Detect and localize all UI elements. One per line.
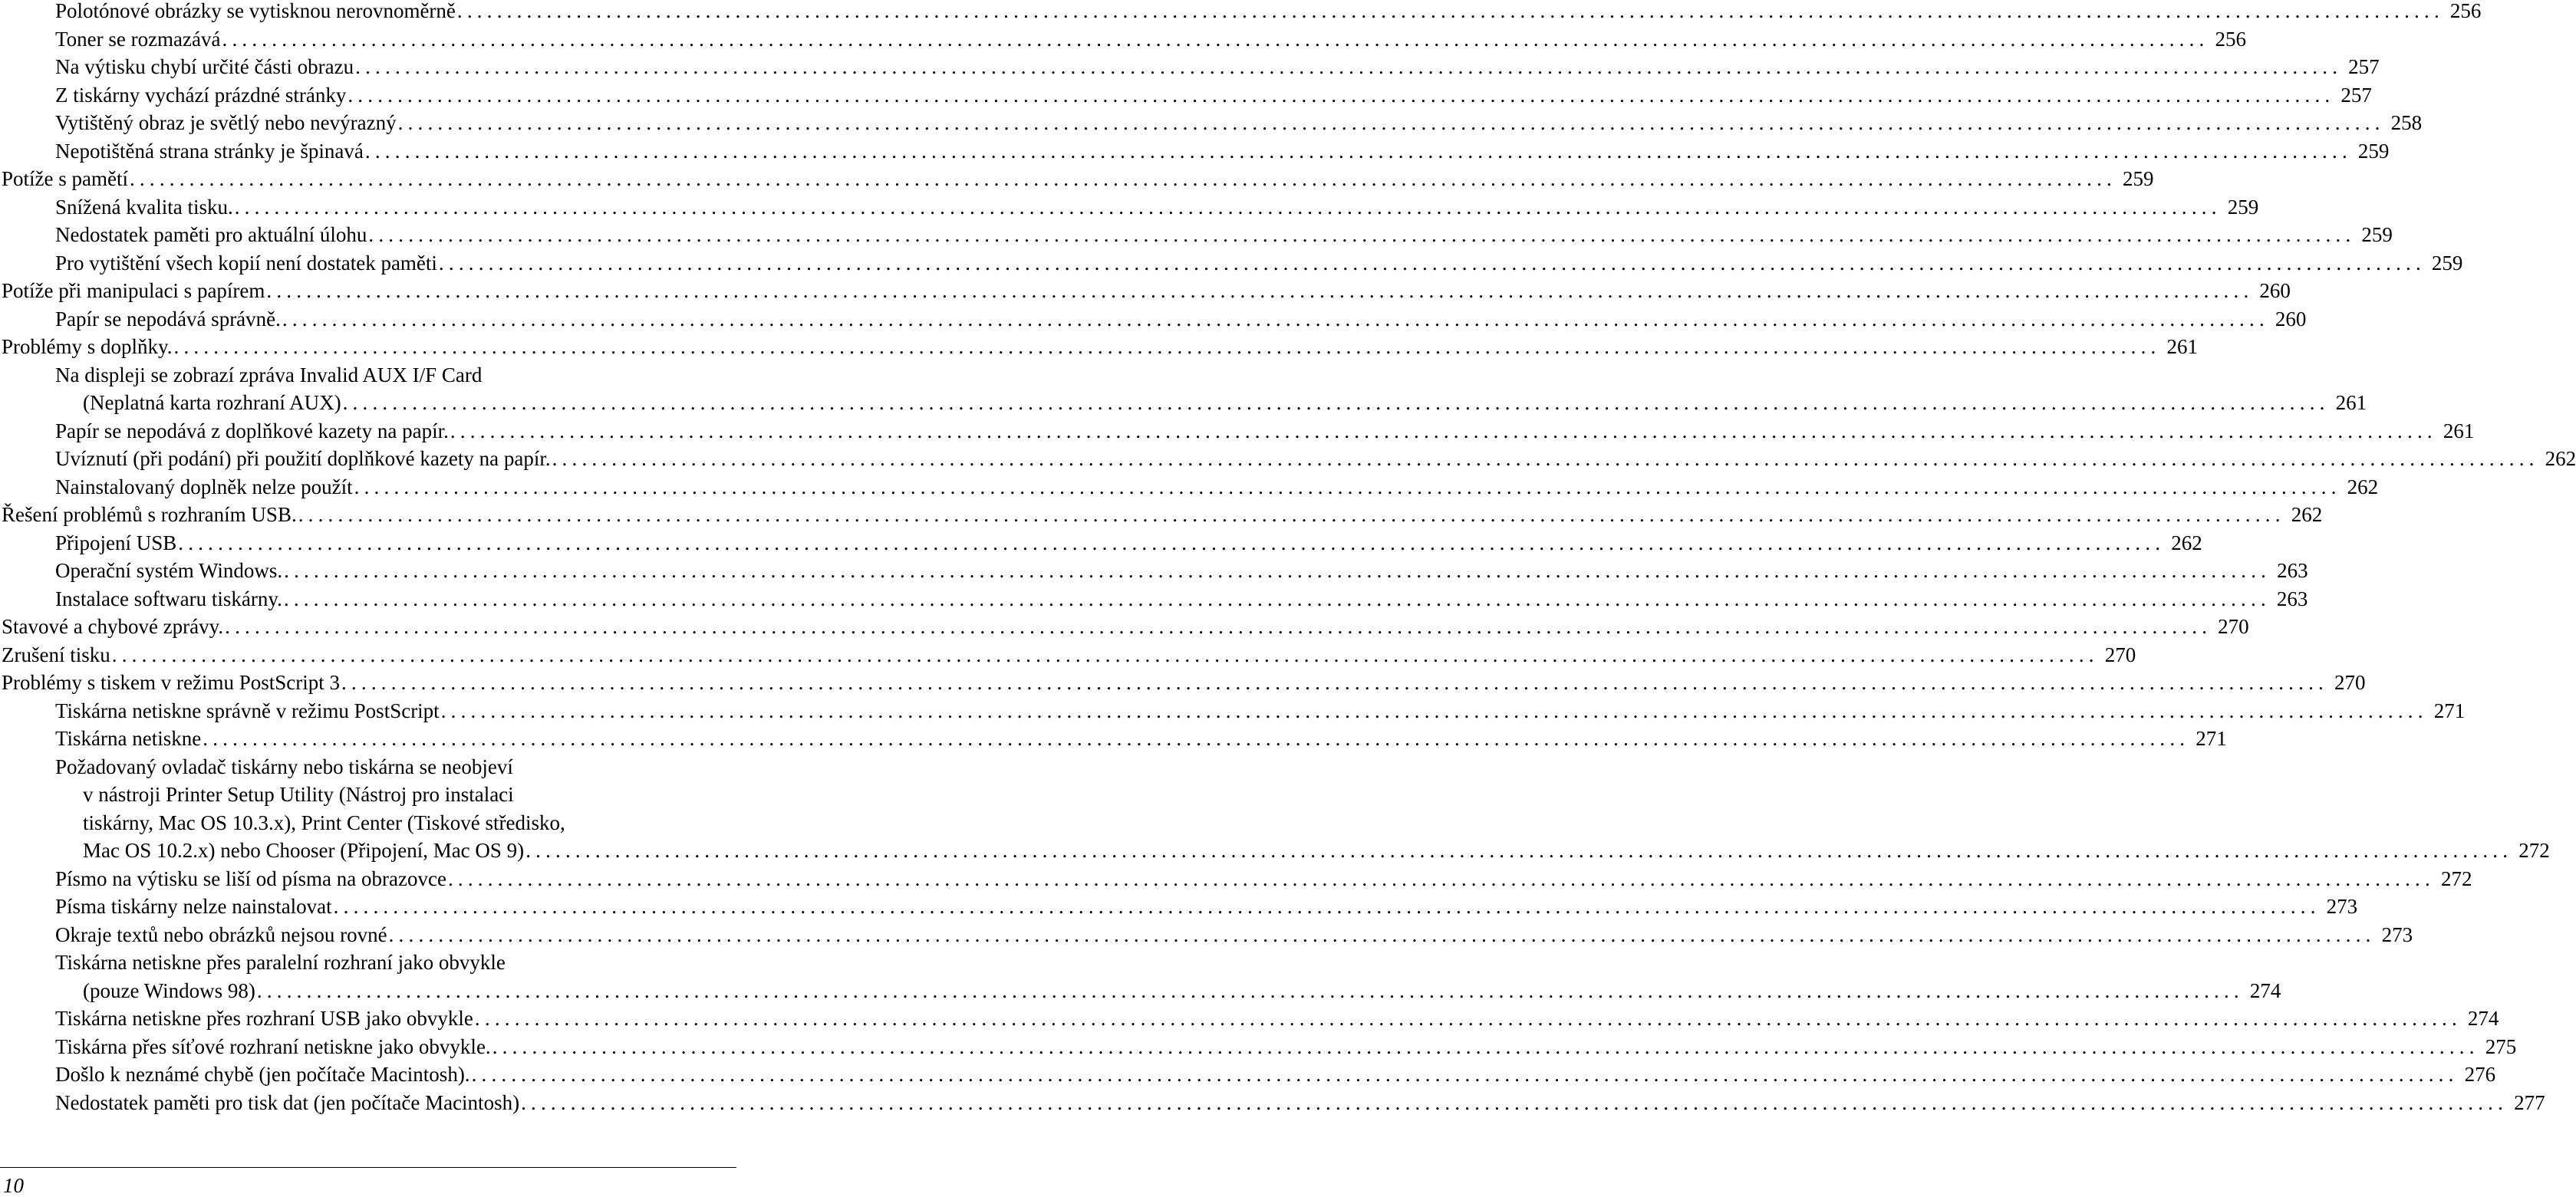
- toc-page-number: 259: [2227, 195, 2259, 219]
- toc-page-number: 273: [2326, 895, 2358, 918]
- toc-page-number: 256: [2215, 27, 2246, 51]
- toc-entry-title: v nástroji Printer Setup Utility (Nástroj pro instalaci: [83, 783, 514, 806]
- toc-page-number: 276: [2464, 1063, 2496, 1086]
- toc-page-number: 261: [2166, 335, 2198, 358]
- dot-leader: ........................................................................................................................................................................................................: [225, 615, 2212, 638]
- toc-page-number: 261: [2335, 391, 2367, 414]
- dot-leader: ........................................................................................................................................................................................................: [284, 559, 2271, 582]
- dot-leader: ........................................................................................................................................................................................................: [521, 1090, 2508, 1114]
- toc-entry-title: Okraje textů nebo obrázků nejsou rovné: [55, 922, 387, 946]
- toc-entry-title: Z tiskárny vychází prázdné stránky: [55, 83, 347, 107]
- toc-entry-title: Tiskárna netiskne přes paralelní rozhraní jako obvykle: [55, 951, 506, 974]
- toc-page-number: 256: [2449, 0, 2482, 22]
- toc-page-number: 259: [2361, 223, 2393, 246]
- dot-leader: ........................................................................................................................................................................................................: [552, 447, 2539, 470]
- page-number: 10: [3, 1174, 24, 1197]
- dot-leader: ........................................................................................................................................................................................................: [342, 391, 2330, 414]
- dot-leader: ........................................................................................................................................................................................................: [471, 1063, 2459, 1086]
- dot-leader: ........................................................................................................................................................................................................: [456, 0, 2444, 22]
- toc-page-number: 263: [2277, 559, 2308, 582]
- toc-entry-title: Pro vytištění všech kopií není dostatek paměti: [55, 251, 437, 275]
- toc-page-number: 274: [2467, 1007, 2499, 1030]
- dot-leader: ........................................................................................................................................................................................................: [222, 27, 2209, 51]
- toc-entry-title: Na výtisku chybí určité části obrazu: [55, 55, 354, 78]
- toc-page-number: 263: [2276, 587, 2308, 610]
- toc-entry-title: Papír se nepodává správně.: [55, 307, 281, 330]
- dot-leader: ........................................................................................................................................................................................................: [447, 867, 2435, 890]
- dot-leader: ........................................................................................................................................................................................................: [354, 475, 2341, 498]
- dot-leader: ........................................................................................................................................................................................................: [368, 223, 2356, 246]
- dot-leader: ........................................................................................................................................................................................................: [333, 895, 2321, 918]
- toc-page-number: 273: [2381, 922, 2413, 946]
- toc-entry-title: Operační systém Windows.: [55, 559, 283, 582]
- dot-leader: ........................................................................................................................................................................................................: [266, 279, 2254, 302]
- toc-page-number: 259: [2431, 251, 2463, 275]
- dot-leader: ........................................................................................................................................................................................................: [203, 727, 2190, 750]
- dot-leader: ........................................................................................................................................................................................................: [492, 1034, 2479, 1058]
- dot-leader: ........................................................................................................................................................................................................: [298, 503, 2285, 526]
- dot-leader: ........................................................................................................................................................................................................: [440, 699, 2428, 722]
- dot-leader: ........................................................................................................................................................................................................: [256, 978, 2244, 1002]
- toc-page-number: 272: [2518, 839, 2550, 862]
- dot-leader: ........................................................................................................................................................................................................: [173, 335, 2161, 358]
- toc-page-number: 271: [2433, 699, 2466, 722]
- toc-page-number: 262: [2171, 531, 2202, 554]
- dot-leader: ........................................................................................................................................................................................................: [341, 671, 2328, 694]
- toc-page-number: 270: [2334, 671, 2366, 694]
- toc-entry-title: Uvíznutí (při podání) při použití doplňkové kazety na papír.: [55, 447, 551, 470]
- dot-leader: ........................................................................................................................................................................................................: [397, 111, 2385, 134]
- toc-entry-title: Mac OS 10.2.x) nebo Chooser (Připojení, Mac OS 9): [83, 839, 525, 862]
- dot-leader: ........................................................................................................................................................................................................: [234, 195, 2222, 219]
- toc-entry-title: (Neplatná karta rozhraní AUX): [83, 391, 341, 414]
- dot-leader: ........................................................................................................................................................................................................: [348, 83, 2335, 107]
- toc-page-number: 260: [2275, 307, 2307, 330]
- toc-entry-title: Na displeji se zobrazí zpráva Invalid AUX I/F Card: [55, 363, 483, 386]
- toc-entry-title: Problémy s doplňky.: [2, 335, 173, 358]
- toc-entry-title: Potíže při manipulaci s papírem: [2, 279, 265, 302]
- toc-entry-title: Požadovaný ovladač tiskárny nebo tiskárna se neobjeví: [55, 755, 513, 778]
- dot-leader: ........................................................................................................................................................................................................: [364, 139, 2352, 163]
- toc-entry-title: tiskárny, Mac OS 10.3.x), Print Center (Tiskové středisko,: [83, 811, 565, 834]
- dot-leader: ........................................................................................................................................................................................................: [388, 922, 2376, 946]
- toc-entry-title: Snížená kvalita tisku.: [55, 195, 233, 219]
- dot-leader: ........................................................................................................................................................................................................: [283, 587, 2271, 610]
- toc-page-number: 261: [2443, 419, 2475, 442]
- toc-page-number: 272: [2440, 867, 2472, 890]
- dot-leader: ........................................................................................................................................................................................................: [438, 251, 2426, 275]
- toc-page-number: 262: [2545, 447, 2576, 470]
- toc-page-number: 262: [2347, 475, 2379, 498]
- toc-page-number: 258: [2390, 111, 2423, 134]
- dot-leader: ........................................................................................................................................................................................................: [111, 643, 2099, 666]
- toc-entry-title: Písmo na výtisku se liší od písma na obrazovce: [55, 867, 446, 890]
- toc-entry-title: Tiskárna přes síťové rozhraní netiskne jako obvykle.: [55, 1034, 491, 1058]
- dot-leader: ........................................................................................................................................................................................................: [129, 167, 2116, 190]
- toc-entry-title: Tiskárna netiskne: [55, 727, 202, 750]
- toc-entry-title: Papír se nepodává z doplňkové kazety na papír.: [55, 419, 449, 442]
- toc-page-number: 259: [2357, 139, 2390, 163]
- toc-entry-title: Tiskárna netiskne přes rozhraní USB jako obvykle: [55, 1007, 473, 1030]
- toc-entry-title: Připojení USB: [55, 531, 177, 554]
- dot-leader: ........................................................................................................................................................................................................: [525, 839, 2513, 862]
- toc-entry-title: Nedostatek paměti pro aktuální úlohu: [55, 223, 367, 246]
- toc-page-number: 277: [2514, 1090, 2545, 1114]
- toc-entry-title: Nepotištěná strana stránky je špinavá: [55, 139, 364, 163]
- dot-leader: ........................................................................................................................................................................................................: [178, 531, 2166, 554]
- toc-page-number: 270: [2104, 643, 2136, 666]
- toc-entry-title: Stavové a chybové zprávy.: [2, 615, 224, 638]
- dot-leader: ........................................................................................................................................................................................................: [474, 1007, 2462, 1030]
- toc-entry-title: Došlo k neznámé chybě (jen počítače Macintosh).: [55, 1063, 470, 1086]
- toc-page-number: 260: [2259, 279, 2291, 302]
- toc-entry-title: Písma tiskárny nelze nainstalovat: [55, 895, 332, 918]
- toc-page-number: 270: [2218, 615, 2249, 638]
- toc-entry-title: Zrušení tisku: [2, 643, 110, 666]
- toc-page-number: 259: [2122, 167, 2154, 190]
- toc-page-number: 275: [2485, 1034, 2517, 1058]
- toc-entry-title: Řešení problémů s rozhraním USB.: [2, 503, 297, 526]
- footer-rule: [0, 1167, 736, 1168]
- toc-page-number: 271: [2196, 727, 2227, 750]
- toc-page-number: 257: [2348, 55, 2380, 78]
- toc-entry-title: Instalace softwaru tiskárny.: [55, 587, 282, 610]
- toc-page-number: 274: [2249, 978, 2281, 1002]
- dot-leader: ........................................................................................................................................................................................................: [355, 55, 2343, 78]
- toc-entry-title: Potíže s pamětí: [2, 167, 128, 190]
- toc-entry-title: Nainstalovaný doplněk nelze použít: [55, 475, 353, 498]
- toc-entry-title: (pouze Windows 98): [83, 978, 255, 1002]
- toc-entry-title: Vytištěný obraz je světlý nebo nevýrazný: [55, 111, 397, 134]
- toc-entry-title: Tiskárna netiskne správně v režimu PostScript: [55, 699, 440, 722]
- dot-leader: ........................................................................................................................................................................................................: [450, 419, 2437, 442]
- toc-entry-title: Problémy s tiskem v režimu PostScript 3: [2, 671, 340, 694]
- toc-entry-title: Polotónové obrázky se vytisknou nerovnoměrně: [55, 0, 456, 22]
- toc-page-number: 262: [2291, 503, 2323, 526]
- toc-entry-title: Nedostatek paměti pro tisk dat (jen počítače Macintosh): [55, 1090, 520, 1114]
- toc-entry-title: Toner se rozmazává: [55, 27, 221, 51]
- toc-page-number: 257: [2340, 83, 2372, 107]
- dot-leader: ........................................................................................................................................................................................................: [282, 307, 2269, 330]
